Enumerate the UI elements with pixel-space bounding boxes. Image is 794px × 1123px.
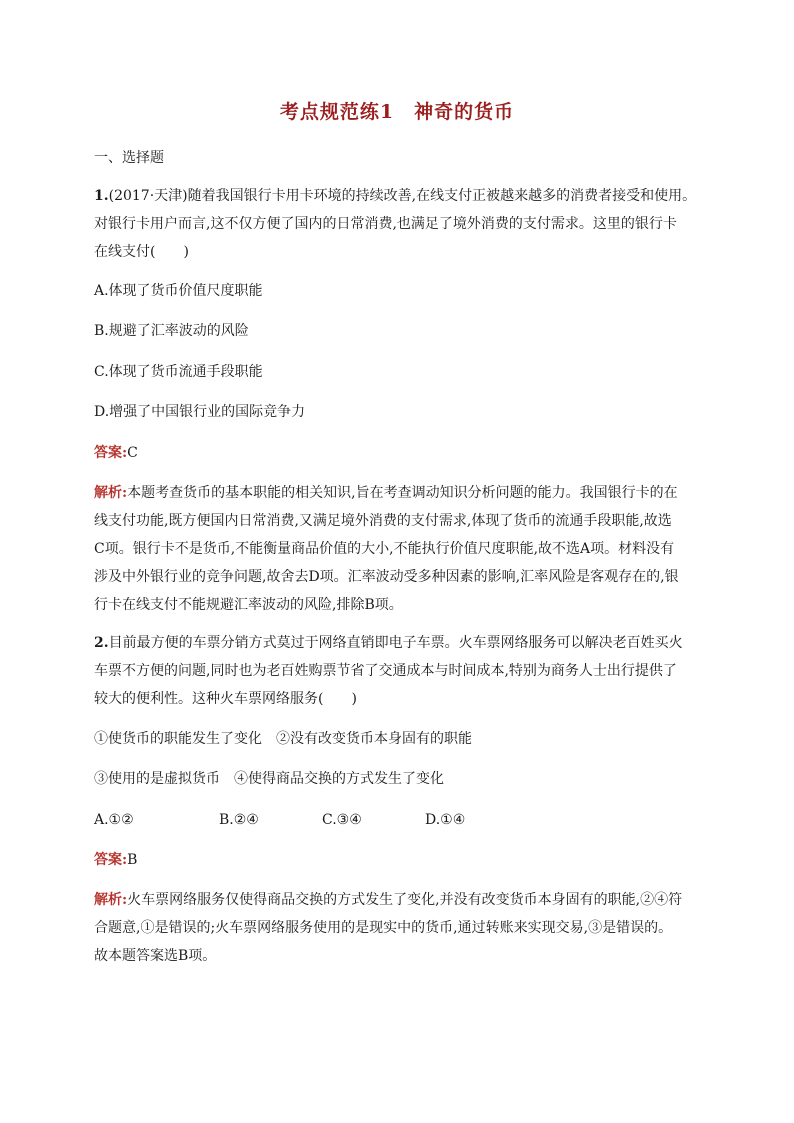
- question-2-answer: [94, 850, 137, 870]
- question-1-answer: [94, 443, 138, 463]
- question-1-analysis-line-5: 行卡在线支付不能规避汇率波动的风险,排除B项。: [94, 597, 403, 613]
- answer-label: 答案:: [94, 445, 128, 461]
- question-2-analysis-line-3: 故本题答案选B项。: [94, 948, 217, 964]
- answer-label: 答案:: [94, 852, 128, 868]
- question-2-line-3: 较大的便利性。这种火车票网络服务( ): [94, 691, 357, 707]
- question-1-line-1: 1.(2017·天津)随着我国银行卡用卡环境的持续改善,在线支付正被越来越多的消费者接受和使用。: [94, 188, 697, 204]
- question-1-analysis-line-4: 涉及中外银行业的竞争问题,故舍去D项。汇率波动受多种因素的影响,汇率风险是客观存在的,银: [94, 569, 679, 585]
- question-1-option-a: A.体现了货币价值尺度职能: [94, 283, 263, 299]
- question-1-analysis-line-3: C项。银行卡不是货币,不能衡量商品价值的大小,不能执行价值尺度职能,故不选A项。材料没有: [94, 541, 675, 557]
- page-title: 考点规范练1 神奇的货币: [279, 101, 515, 123]
- answer-value: B: [127, 852, 138, 868]
- section-heading: 一、选择题: [94, 150, 164, 166]
- answer-value: C: [127, 445, 138, 461]
- question-2-statement-2: ③使用的是虚拟货币 ④使得商品交换的方式发生了变化: [94, 771, 444, 787]
- question-2-option-a: A.①②: [94, 812, 134, 828]
- question-2-option-c: C.③④: [322, 812, 362, 828]
- question-1-line-3: 在线支付( ): [94, 244, 189, 260]
- analysis-label: 解析:: [94, 485, 128, 501]
- question-2-statement-1: ①使货币的职能发生了变化 ②没有改变货币本身固有的职能: [94, 731, 472, 747]
- question-1-number: 1.: [94, 188, 109, 204]
- question-2-analysis-line-2: 合题意,①是错误的;火车票网络服务使用的是现实中的货币,通过转账来实现交易,③是错误的。: [94, 920, 673, 936]
- question-2-analysis-line-1: 解析:火车票网络服务仅使得商品交换的方式发生了变化,并没有改变货币本身固有的职能,②④符: [94, 892, 683, 908]
- question-2-option-d: D.①④: [425, 812, 466, 828]
- question-2-line-1: 2.目前最方便的车票分销方式莫过于网络直销即电子车票。火车票网络服务可以解决老百姓买火: [94, 635, 683, 651]
- question-2-line-2: 车票不方便的问题,同时也为老百姓购票节省了交通成本与时间成本,特别为商务人士出行提供了: [94, 663, 677, 679]
- question-1-analysis-line-2: 线支付功能,既方便国内日常消费,又满足境外消费的支付需求,体现了货币的流通手段职能,故选: [94, 513, 672, 529]
- question-1-option-d: D.增强了中国银行业的国际竞争力: [94, 404, 306, 420]
- question-1-option-c: C.体现了货币流通手段职能: [94, 364, 263, 380]
- analysis-label: 解析:: [94, 892, 128, 908]
- question-1-line-2: 对银行卡用户而言,这不仅方便了国内的日常消费,也满足了境外消费的支付需求。这里的银行卡: [94, 216, 677, 232]
- question-1-analysis-line-1: 解析:本题考查货币的基本职能的相关知识,旨在考查调动知识分析问题的能力。我国银行卡的在: [94, 485, 678, 501]
- question-1-option-b: B.规避了汇率波动的风险: [94, 323, 249, 339]
- question-2-option-b: B.②④: [219, 812, 259, 828]
- question-2-number: 2.: [94, 635, 109, 651]
